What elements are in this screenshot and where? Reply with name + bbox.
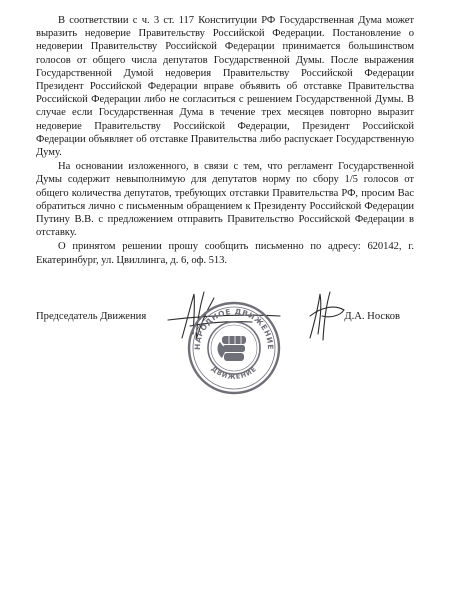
seal-bottom-text: ДВИЖЕНИЕ [209, 364, 259, 382]
svg-text:ДВИЖЕНИЕ [210, 365, 259, 381]
signatory-position: Председатель Движения [36, 311, 147, 322]
paragraph-request: На основании изложенного, в связи с тем, что регламент Государственной Думы содержит невыполнимую для депутатов норму по сбору 1/5 голосов от общего количества депутатов, требующих отставки Правительства РФ, просим Вас обратиться лично с письменным обращением к Президенту Российской Федерации Путину В.В. с предложением отправить Правительство Российской Федерации в отставку. [36, 161, 414, 239]
signatory-name: Д.А. Носков [344, 311, 400, 322]
paragraph-constitution: В соответствии с ч. 3 ст. 117 Конституции РФ Государственная Дума может выразить недоверие Правительству Российской Федерации. Постановление о недоверии Правительству Российской Федерации принимается большинством голосов от общего числа депутатов Государственной Думы. После выражения Государственной Думой недоверия Правительству Российской Федерации Президент Российской Федерации вправе объявить об отставке Правительства Российской Федерации либо не согласиться с решением Государственной Думы. В случае если Государственная Дума в течение трех месяцев повторно выразит недоверие Правительству Российской Федерации, Президент Российской Федерации объявляет об отставке Правительства либо распускает Государственную Думу. [36, 15, 414, 159]
letter-body [36, 14, 414, 267]
seal-top-text: НАРОДНОЕ ДВИЖЕНИЕ [192, 306, 276, 351]
signature-row [36, 310, 414, 326]
paragraph-reply-address: О принятом решении прошу сообщить письменно по адресу: 620142, г. Екатеринбург, ул. Цвиллинга, д. 6, оф. 513. [36, 241, 414, 266]
